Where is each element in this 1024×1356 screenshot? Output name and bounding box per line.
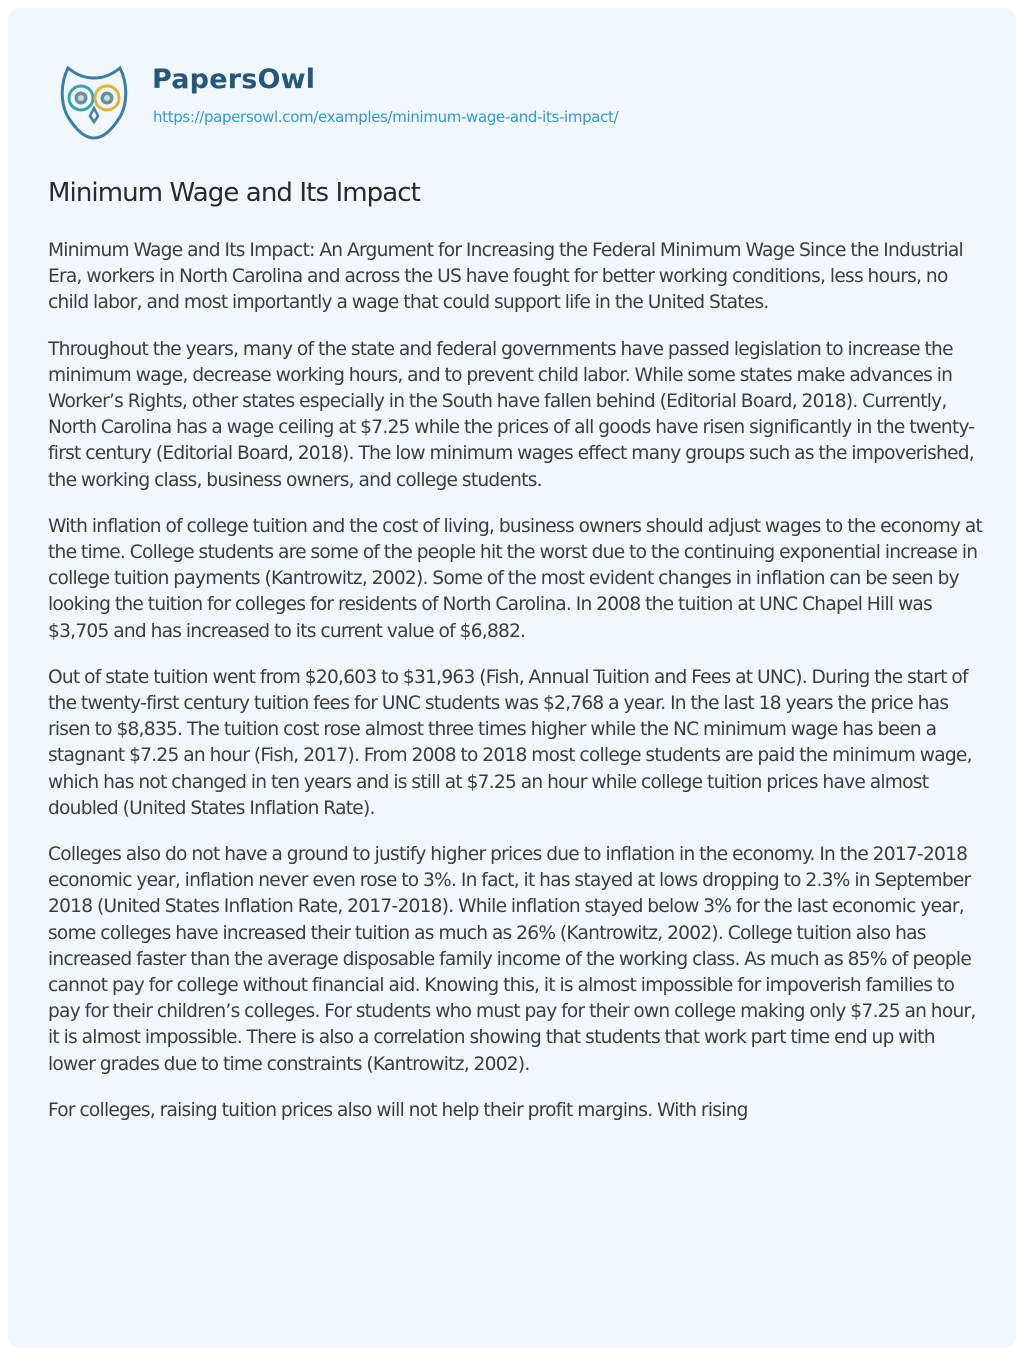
brand-name[interactable]: PapersOwl: [152, 64, 316, 95]
article-url-link[interactable]: https://papersowl.com/examples/minimum-wage-and-its-impact/: [153, 108, 619, 126]
document-body: [48, 238, 983, 1144]
document-page: [8, 8, 1016, 1348]
paragraph: Minimum Wage and Its Impact: An Argument for Increasing the Federal Minimum Wage Since the Industrial Era, workers in North Carolina and across the US have fought for better working conditions, less hours, no child labor, and most importantly a wage that could support life in the United States.: [48, 240, 963, 314]
paragraph: For colleges, raising tuition prices also will not help their profit margins. With rising: [48, 1099, 748, 1121]
paragraph: Out of state tuition went from $20,603 to $31,963 (Fish, Annual Tuition and Fees at UNC). During the start of the twenty-first century tuition fees for UNC students was $2,768 a year. In the last 18 years the price has risen to $8,835. The tuition cost rose almost three times higher while the NC minimum wage has been a stagnant $7.25 an hour (Fish, 2017). From 2008 to 2018 most college students are paid the minimum wage, which has not changed in ten years and is still at $7.25 an hour while college tuition prices have almost doubled (United States Inflation Rate).: [48, 666, 972, 819]
paragraph: Throughout the years, many of the state and federal governments have passed legislation to increase the minimum wage, decrease working hours, and to prevent child labor. While some states make advances in Worker’s Rights, other states especially in the South have fallen behind (Editorial Board, 2018). Currently, North Carolina has a wage ceiling at $7.25 while the prices of all goods have risen significantly in the twenty-first century (Editorial Board, 2018). The low minimum wages effect many groups such as the impoverished, the working class, business owners, and college students.: [48, 338, 975, 491]
owl-logo-icon: [48, 60, 140, 140]
document-title: Minimum Wage and Its Impact: [48, 178, 420, 208]
paragraph: Colleges also do not have a ground to justify higher prices due to inflation in the economy. In the 2017-2018 economic year, inflation never even rose to 3%. In fact, it has stayed at lows dropping to 2.3% in September 2018 (United States Inflation Rate, 2017-2018). While inflation stayed below 3% for the last economic year, some colleges have increased their tuition as much as 26% (Kantrowitz, 2002). College tuition also has increased faster than the average disposable family income of the working class. As much as 85% of people cannot pay for college without financial aid. Knowing this, it is almost impossible for impoverish families to pay for their children’s colleges. For students who must pay for their own college making only $7.25 an hour, it is almost impossible. There is also a correlation showing that students that work part time end up with lower grades due to time constraints (Kantrowitz, 2002).: [48, 844, 976, 1075]
paragraph: With inflation of college tuition and the cost of living, business owners should adjust wages to the economy at the time. College students are some of the people hit the worst due to the continuing exponential increase in college tuition payments (Kantrowitz, 2002). Some of the most evident changes in inflation can be seen by looking the tuition for colleges for residents of North Carolina. In 2008 the tuition at UNC Chapel Hill was $3,705 and has increased to its current value of $6,882.: [48, 515, 983, 642]
